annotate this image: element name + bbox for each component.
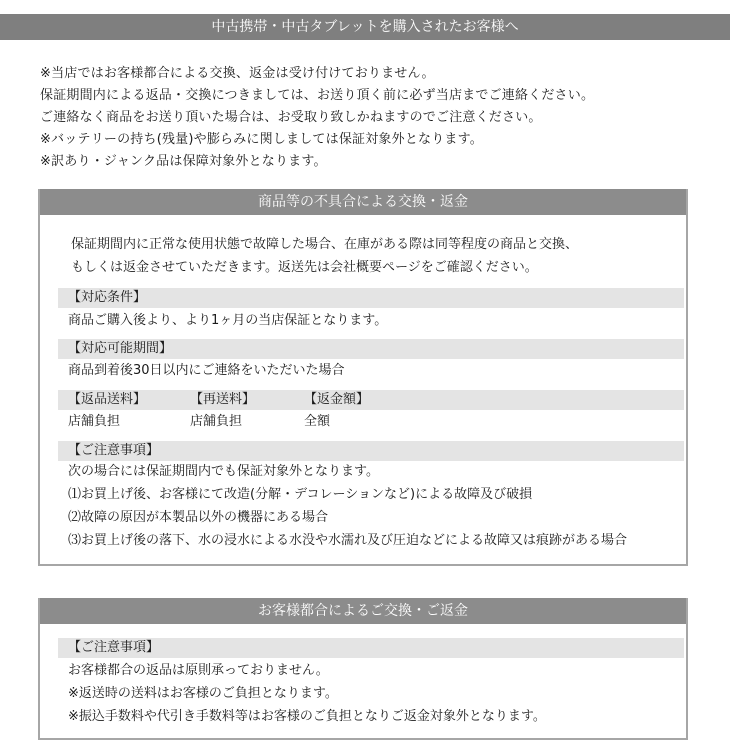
resend-value: 店舗負担 [190, 414, 243, 429]
intro-line: ※当店ではお客様都合による交換、返金は受け付けておりません。 [40, 66, 435, 81]
note-line: ※振込手数料や代引き手数料等はお客様のご負担となりご返金対象外となります。 [68, 709, 546, 724]
top-banner [0, 14, 730, 40]
note-line: ⑶お買上げ後の落下、水の浸水による水没や水濡れ及び圧迫などによる故障又は痕跡がある場合 [68, 533, 628, 548]
return-shipping-value: 店舗負担 [68, 414, 121, 429]
condition-label: 【対応条件】 [58, 288, 684, 308]
refund-label: 【返金額】 [304, 392, 370, 407]
section-lead [71, 233, 578, 279]
period-text: 商品到着後30日以内にご連絡をいただいた場合 [68, 363, 345, 378]
section-header: 商品等の不具合による交換・返金 [40, 189, 686, 215]
notes-label: 【ご注意事項】 [58, 638, 684, 658]
condition-text: 商品ご購入後より、より1ヶ月の当店保証となります。 [68, 313, 388, 328]
note-line: お客様都合の返品は原則承っておりません。 [68, 663, 329, 678]
top-banner-title: 中古携帯・中古タブレットを購入されたお客様へ [211, 19, 519, 35]
section-header: お客様都合によるご交換・ご返金 [40, 598, 686, 624]
lead-line: 保証期間内に正常な使用状態で故障した場合、在庫がある際は同等程度の商品と交換、 [71, 237, 579, 252]
defect-exchange-section [38, 189, 688, 566]
resend-label: 【再送料】 [190, 392, 256, 407]
intro-line: ※訳あり・ジャンク品は保障対象外となります。 [40, 154, 327, 169]
notes-label: 【ご注意事項】 [58, 441, 684, 461]
return-shipping-label: 【返品送料】 [68, 392, 147, 407]
intro-line: 保証期間内による返品・交換につきましては、お送り頂く前に必ず当店までご連絡ください。 [40, 88, 595, 103]
note-line: ※返送時の送料はお客様のご負担となります。 [68, 686, 338, 701]
intro-notice [40, 63, 720, 173]
intro-line: ※バッテリーの持ち(残量)や膨らみに関しましては保証対象外となります。 [40, 132, 483, 147]
refund-value: 全額 [304, 414, 331, 429]
intro-line: ご連絡なく商品をお送り頂いた場合は、お受取り致しかねますのでご注意ください。 [40, 110, 542, 125]
fees-label-bar [58, 390, 684, 410]
note-line: ⑴お買上げ後、お客様にて改造(分解・デコレーションなど)による故障及び破損 [68, 487, 533, 502]
note-line: ⑵故障の原因が本製品以外の機器にある場合 [68, 510, 329, 525]
lead-line: もしくは返金させていただきます。返送先は会社概要ページをご確認ください。 [71, 260, 538, 275]
customer-convenience-section [38, 598, 688, 740]
note-line: 次の場合には保証期間内でも保証対象外となります。 [68, 464, 379, 479]
period-label: 【対応可能期間】 [58, 339, 684, 359]
